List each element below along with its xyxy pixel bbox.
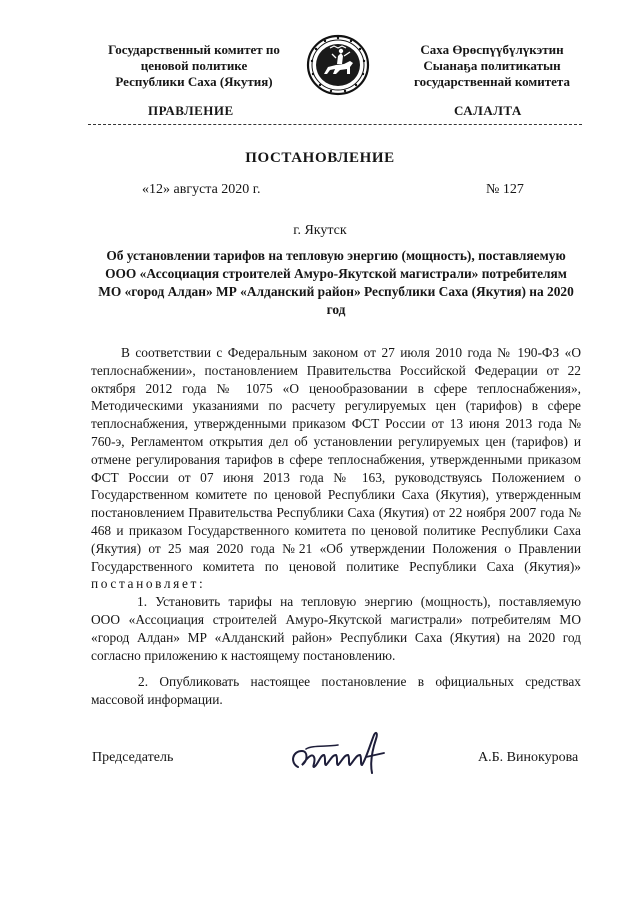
- resolve-word: постановляет:: [91, 576, 206, 592]
- item-1-line: «город Алдан» МР «Алданский район» Республики Саха (Якутия) на 2020 год: [91, 629, 581, 645]
- preamble-line: 468 и приказом Государственного комитета по ценовой политике Республики Саха: [91, 522, 581, 538]
- header-right-line: государственнай комитета: [414, 74, 570, 89]
- preamble-line: теплоснабжения, утвержденными приказом ФСТ России от 13 июня 2013 года №: [91, 416, 581, 432]
- item-2-line: 2. Опубликовать настоящее постановление в официальных средствах: [138, 674, 581, 690]
- document-body: [91, 344, 581, 709]
- preamble-line: постановлением Правительства Республики Саха (Якутия) от 22 ноября 2007 года №: [91, 505, 581, 521]
- header-left-line: Государственный комитет по: [108, 42, 280, 57]
- header-left-line: Республики Саха (Якутия): [115, 74, 273, 89]
- document-date: «12» августа 2020 г.: [142, 182, 261, 197]
- document-city: г. Якутск: [293, 223, 347, 238]
- item-1-line: ООО «Ассоциация строителей Амуро-Якутской магистрали» потребителям МО: [91, 611, 581, 627]
- signatory-name: А.Б. Винокурова: [478, 750, 579, 765]
- document-title: [92, 247, 580, 319]
- preamble-line: Методическими указаниями по расчету регулируемых цен (тарифов) в сфере: [91, 398, 581, 414]
- document-number: № 127: [486, 182, 524, 197]
- title-line: МО «город Алдан» МР «Алданский район» Республики Саха (Якутия) на 2020: [98, 284, 574, 299]
- preamble-line: Государственном комитете по ценовой Республики Саха (Якутия), утвержденным: [91, 487, 581, 503]
- preamble-line: (Якутия) от 25 мая 2020 года №21 «Об утверждении Положения о Правлении: [91, 540, 581, 556]
- header-divider: [88, 124, 582, 125]
- preamble-line: 760-э, Регламентом открытия дел об установлении регулируемых цен (тарифов) и: [91, 433, 581, 449]
- document-type: ПОСТАНОВЛЕНИЕ: [245, 150, 395, 166]
- header-left-line: ценовой политике: [140, 58, 248, 73]
- header-right-line: Саха Өрөспүүбүлүкэтин: [420, 42, 564, 57]
- header-right-line: Сыанаҕа политикатын: [423, 58, 561, 73]
- preamble-line: ФСТ России от 07 июня 2013 года № 163, руководствуясь Положением о: [91, 469, 581, 485]
- title-line: год: [326, 302, 346, 317]
- item-1-line: 1. Установить тарифы на тепловую энергию (мощность), поставляемую: [137, 594, 581, 610]
- item-2-line: массовой информации.: [91, 692, 223, 708]
- signatory-title: Председатель: [92, 750, 174, 765]
- preamble-line: Государственного комитета по ценовой политике Республики Саха (Якутия)»: [91, 558, 581, 574]
- preamble-line: отмене регулирования тарифов в сфере теплоснабжения, утвержденными приказом: [91, 451, 581, 467]
- board-label-ru: ПРАВЛЕНИЕ: [148, 103, 234, 118]
- coat-of-arms-emblem-icon: [306, 34, 370, 96]
- title-line: ООО «Ассоциация строителей Амуро-Якутской магистрали» потребителям: [105, 266, 567, 281]
- header-right-org: [392, 42, 592, 90]
- handwritten-signature: [286, 727, 406, 779]
- header-left-org: [96, 42, 292, 90]
- preamble-line: октября 2012 года № 1075 «О ценообразовании в сфере теплоснабжения»,: [91, 380, 581, 396]
- title-line: Об установлении тарифов на тепловую энергию (мощность), поставляемую: [106, 248, 566, 263]
- item-1-line: согласно приложению к настоящему постановлению.: [91, 647, 396, 663]
- preamble-line: В соответствии с Федеральным законом от 27 июля 2010 года № 190-ФЗ «О: [121, 345, 581, 360]
- board-label-sakha: САЛАЛТА: [454, 103, 522, 118]
- preamble-line: теплоснабжении», постановлением Правительства Российской Федерации от 22: [91, 362, 581, 378]
